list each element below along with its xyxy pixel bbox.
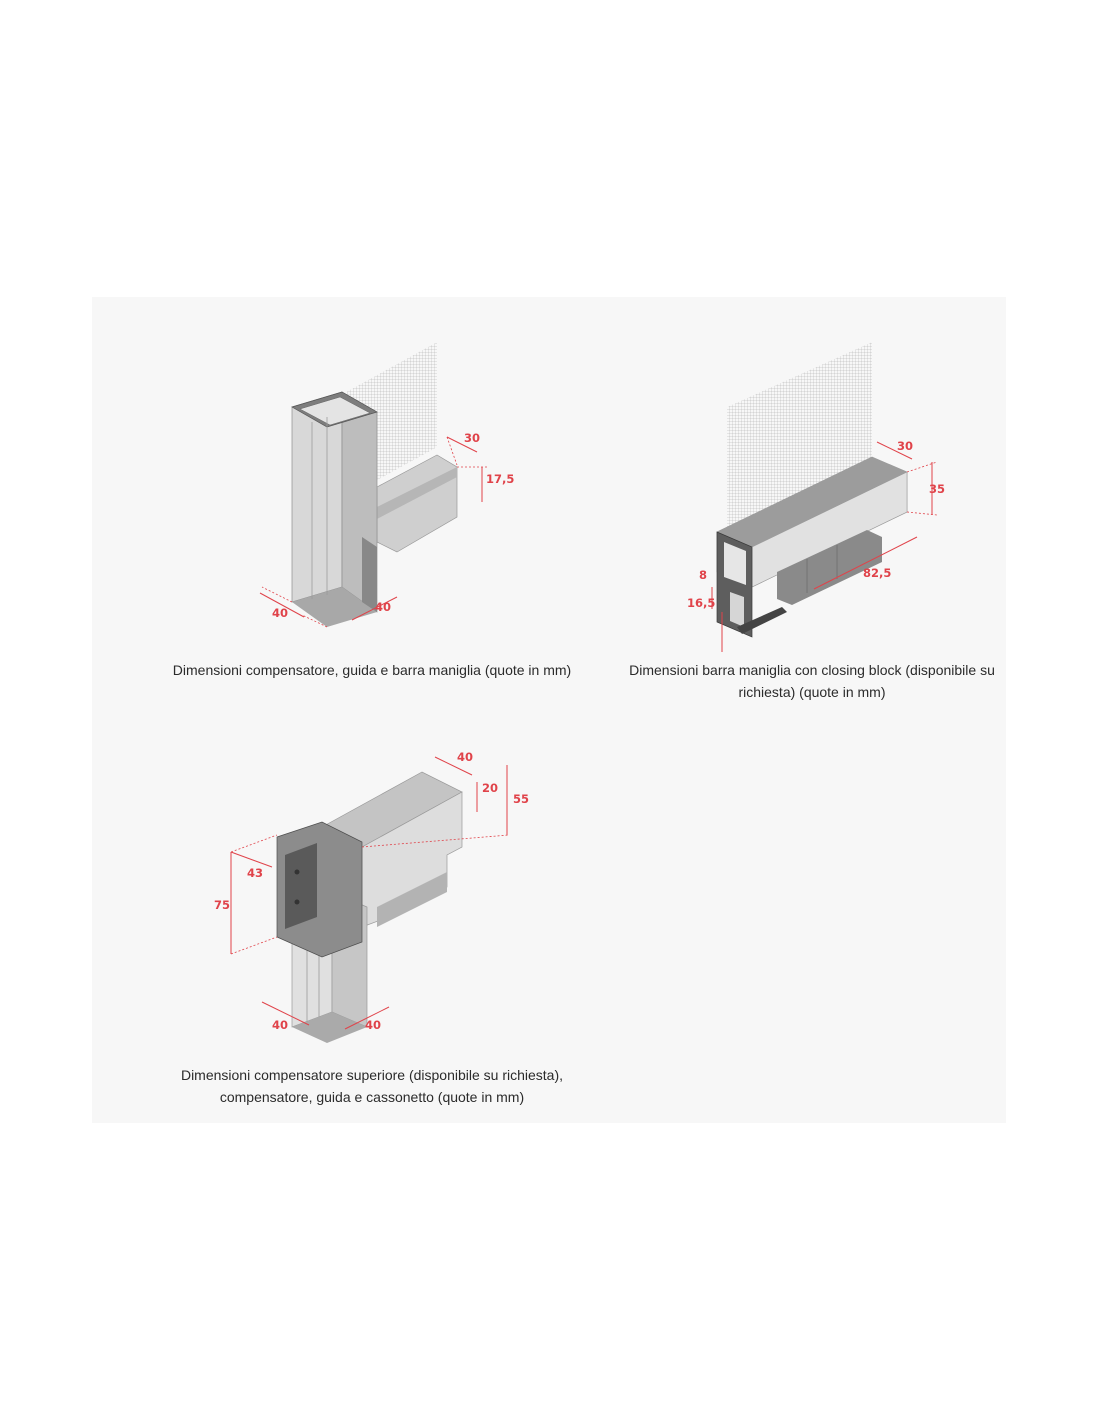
dim-label-right: 40 (375, 600, 392, 614)
dim-label-top: 30 (897, 439, 914, 453)
profile-drawing-3 (214, 747, 537, 1047)
dim-label-right: 40 (365, 1018, 382, 1032)
profile-drawing-1 (242, 337, 542, 637)
caption-figure-1: Dimensioni compensatore, guida e barra maniglia (quote in mm) (172, 662, 572, 678)
dim-label-top: 30 (464, 431, 481, 445)
dim-label-left: 40 (272, 606, 289, 620)
profile-drawing-2 (672, 337, 972, 637)
dim-label-left: 40 (272, 1018, 289, 1032)
dim-line-upper (231, 852, 272, 867)
dim-label-height: 35 (929, 482, 946, 496)
figure-compensatore-superiore (214, 747, 537, 1047)
dim-label-small-b: 16,5 (687, 596, 716, 610)
dim-ext-3 (231, 937, 277, 954)
figure-compensatore-guida (242, 337, 542, 637)
dim-label-length: 82,5 (863, 566, 892, 580)
figures-panel (92, 297, 1006, 1123)
caption-figure-2: Dimensioni barra maniglia con closing block (disponibile su richiesta) (quote in mm) (629, 662, 995, 700)
end-section-lower (730, 592, 744, 627)
figure-barra-maniglia (672, 337, 972, 637)
screw-hole-a (295, 870, 300, 875)
dim-label-total-height: 75 (214, 898, 231, 912)
end-cap-recess (285, 843, 317, 929)
dim-label-small-a: 8 (699, 568, 708, 582)
dim-label-upper-height: 43 (247, 866, 264, 880)
caption-figure-3: Dimensioni compensatore superiore (disponibile su richiesta), compensatore, guida e cassonetto (quote in mm) (180, 1067, 564, 1105)
dim-label-height: 17,5 (486, 472, 515, 486)
dim-ext-1 (262, 587, 292, 602)
dim-ext-2 (231, 835, 277, 852)
dim-label-top: 40 (457, 750, 474, 764)
dim-label-outer-height: 55 (513, 792, 530, 806)
dim-label-inner-height: 20 (482, 781, 499, 795)
screw-hole-b (295, 900, 300, 905)
